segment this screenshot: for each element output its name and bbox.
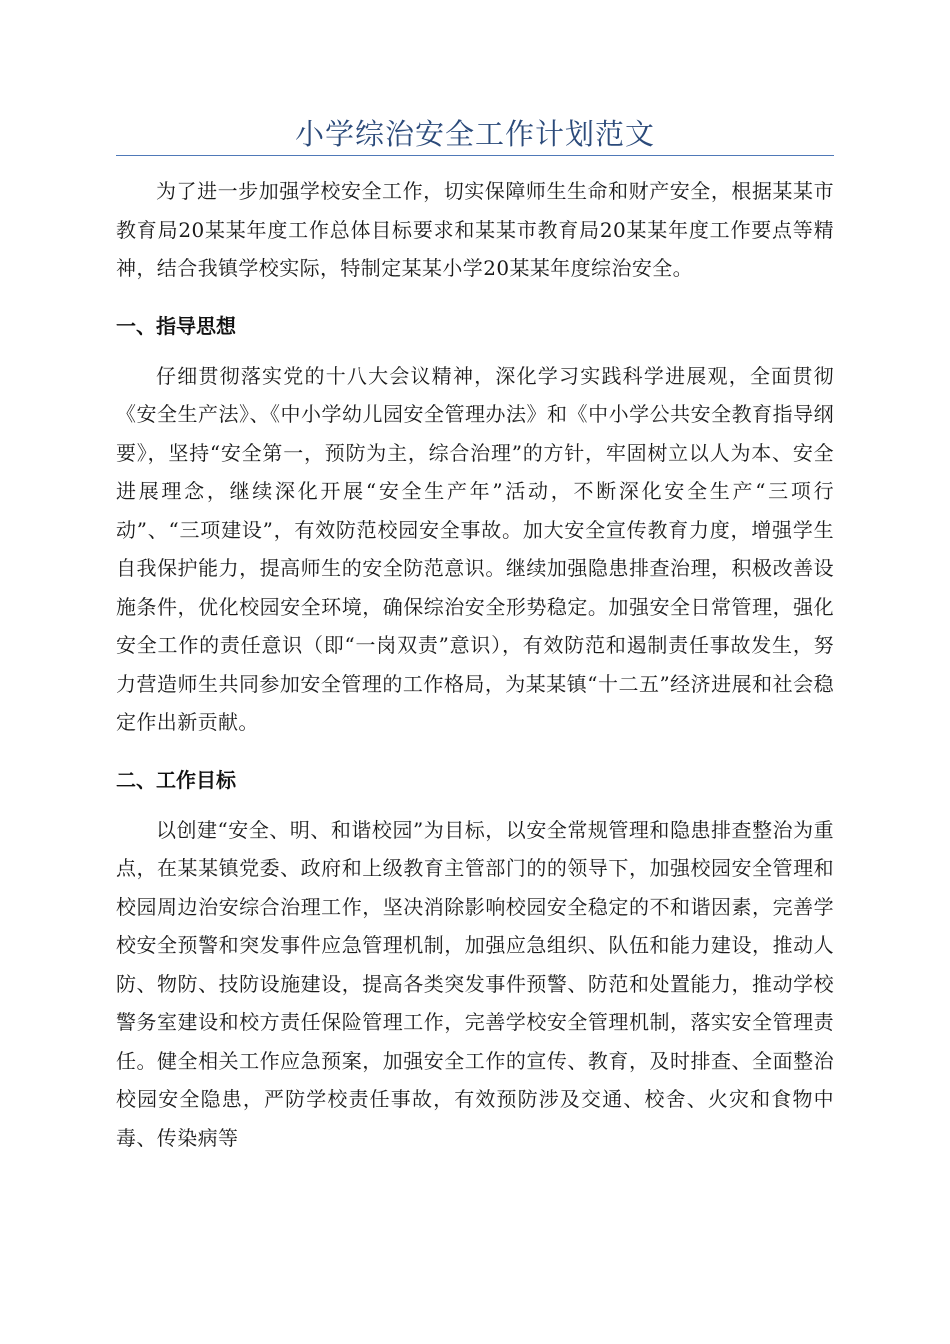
intro-paragraph: 为了进一步加强学校安全工作，切实保障师生生命和财产安全，根据某某市教育局20某某年度工作总体目标要求和某某市教育局20某某年度工作要点等精神，结合我镇学校实际，特制定某某小学20某某年度综治安全。 [116,179,834,280]
document-body [116,172,834,1157]
section-paragraph-guiding-ideology: 仔细贯彻落实党的十八大会议精神，深化学习实践科学进展观，全面贯彻《安全生产法》、《中小学幼儿园安全管理办法》和《中小学公共安全教育指导纲要》，坚持“安全第一，预防为主，综合治理”的方针，牢固树立以人为本、安全进展理念，继续深化开展“安全生产年”活动，不断深化安全生产“三项行动”、“三项建设”，有效防范校园安全事故。加大安全宣传教育力度，增强学生自我保护能力，提高师生的安全防范意识。继续加强隐患排查治理，积极改善设施条件，优化校园安全环境，确保综治安全形势稳定。加强安全日常管理，强化安全工作的责任意识（即“一岗双责”意识），有效防范和遏制责任事故发生，努力营造师生共同参加安全管理的工作格局，为某某镇“十二五”经济进展和社会稳定作出新贡献。 [116,363,834,734]
section-heading-guiding-ideology: 一、指导思想 [116,313,236,338]
section-heading-work-goals: 二、工作目标 [116,767,236,792]
document-title: 小学综治安全工作计划范文 [294,117,655,151]
spacer [116,793,834,811]
section-paragraph-work-goals: 以创建“安全、明、和谐校园”为目标，以安全常规管理和隐患排查整治为重点，在某某镇党委、政府和上级教育主管部门的的领导下，加强校园安全管理和校园周边治安综合治理工作，坚决消除影响校园安全稳定的不和谐因素，完善学校安全预警和突发事件应急管理机制，加强应急组织、队伍和能力建设，推动人防、物防、技防设施建设，提高各类突发事件预警、防范和处置能力，推动学校警务室建设和校方责任保险管理工作，完善学校安全管理机制，落实安全管理责任。健全相关工作应急预案，加强安全工作的宣传、教育，及时排查、全面整治校园安全隐患，严防学校责任事故，有效预防涉及交通、校舍、火灾和食物中毒、传染病等 [116,817,834,1150]
title-underline [116,155,834,156]
spacer [116,742,834,767]
spacer [116,339,834,357]
spacer [116,288,834,313]
